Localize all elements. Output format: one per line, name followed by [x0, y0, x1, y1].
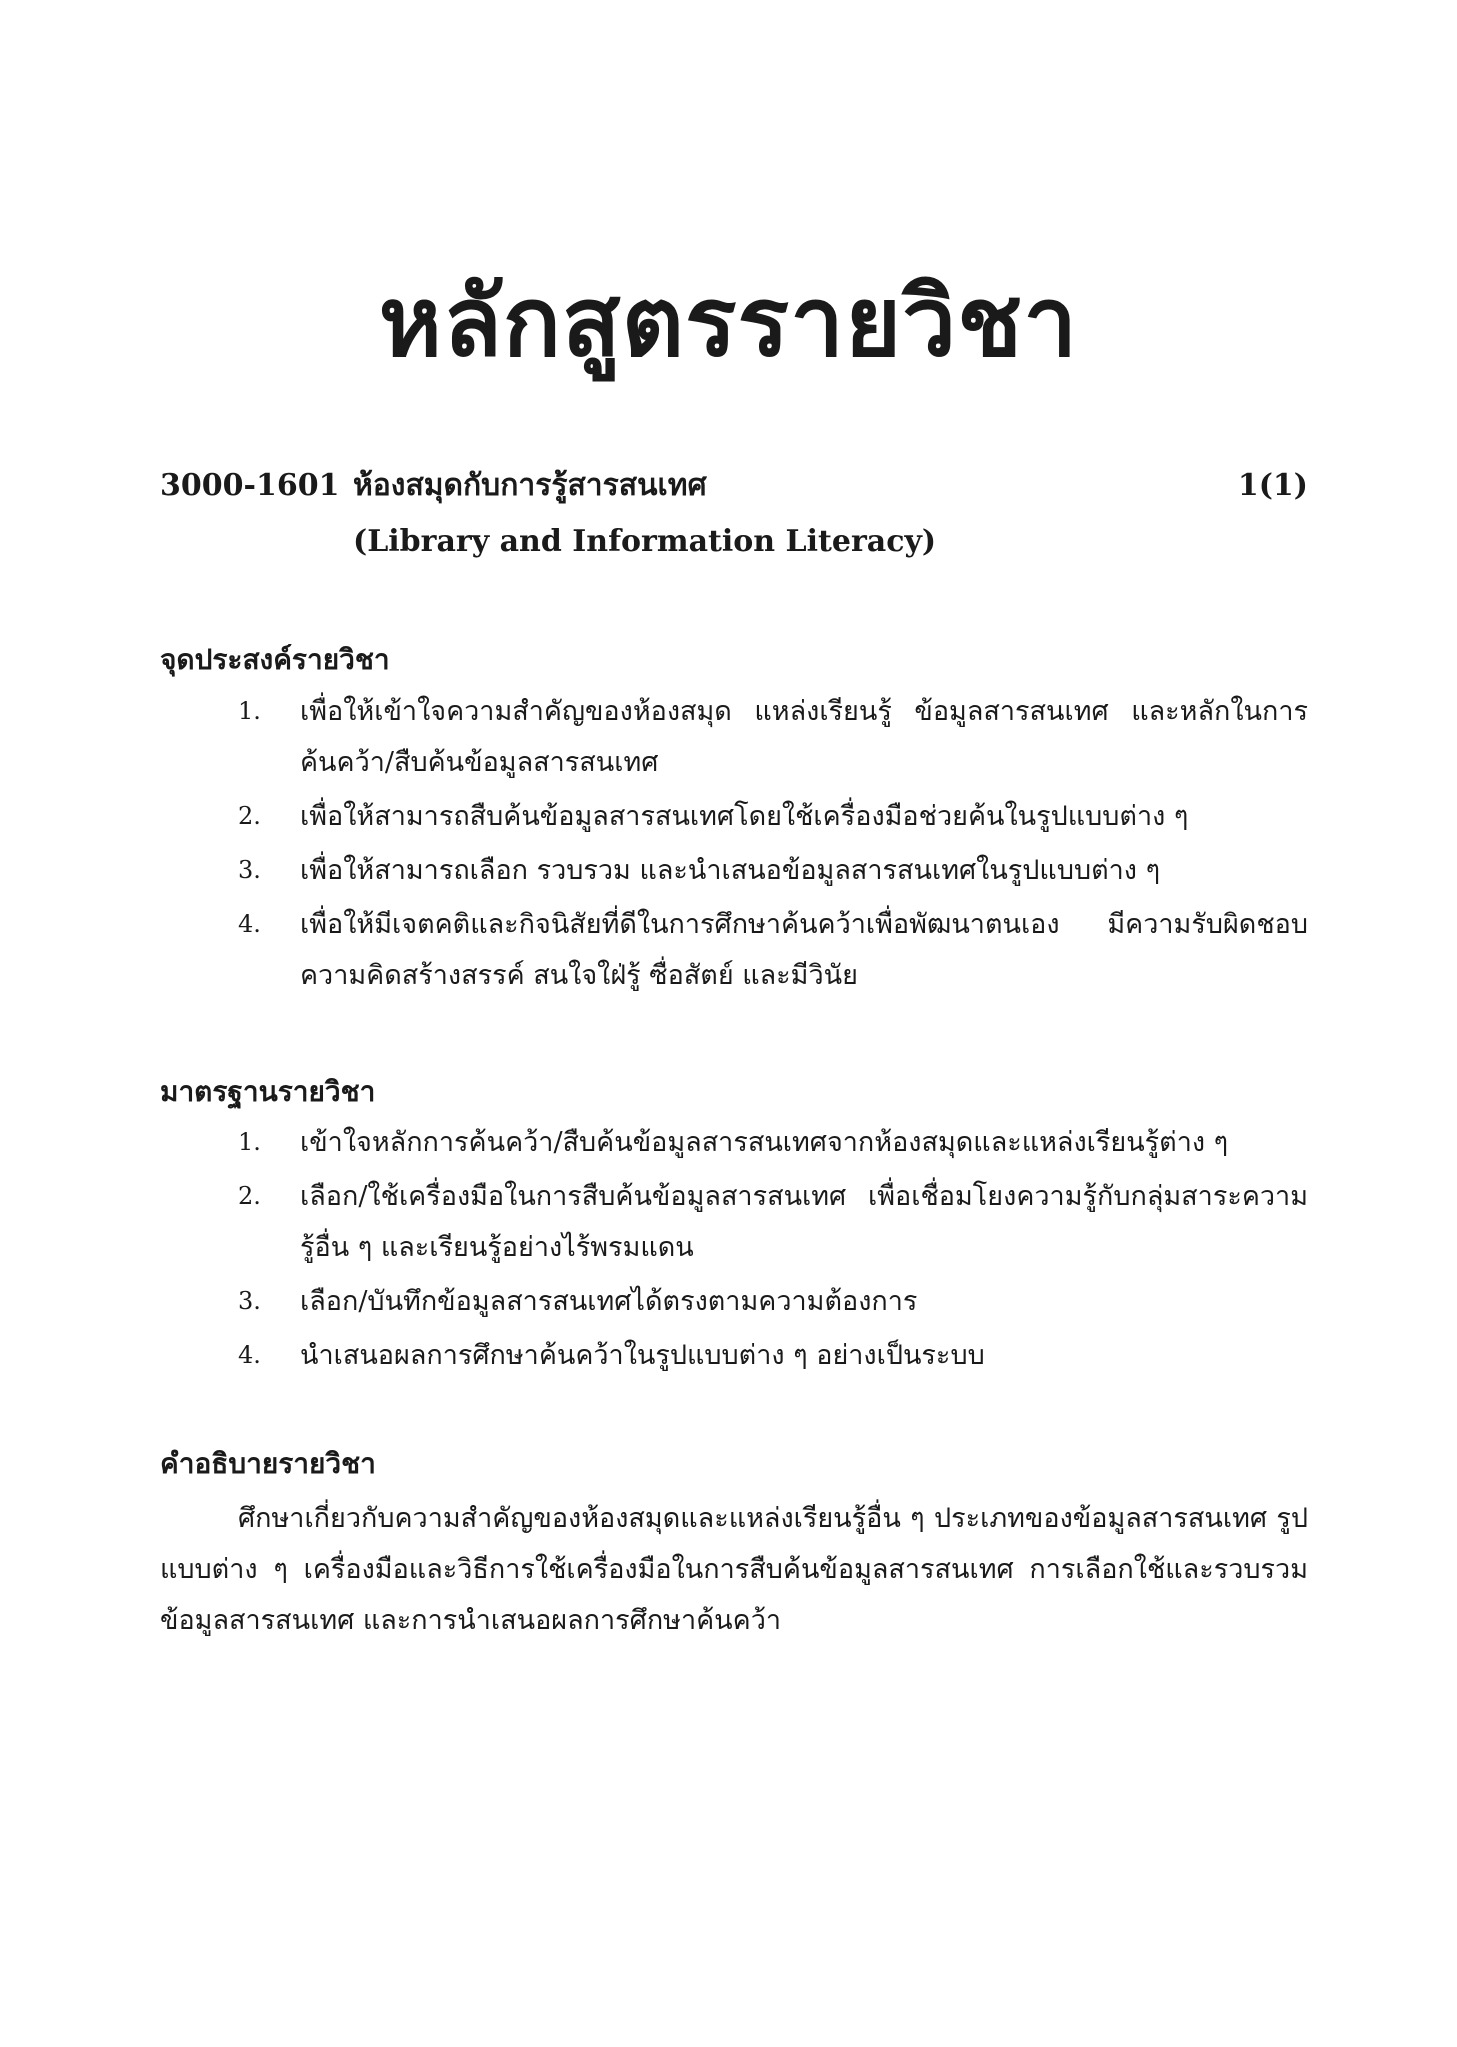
list-number: 1.: [238, 697, 261, 725]
list-number: 4.: [238, 910, 261, 938]
objective-item: [160, 899, 1308, 1001]
course-header: [160, 462, 1308, 510]
objectives-list: [160, 686, 1308, 1004]
list-number: 2.: [238, 802, 261, 830]
page-title: หลักสูตรรายวิชา: [378, 266, 1079, 378]
objectives-heading: จุดประสงค์รายวิชา: [160, 643, 390, 676]
list-text: เข้าใจหลักการค้นคว้า/สืบค้นข้อมูลสารสนเทศจากห้องสมุดและแหล่งเรียนรู้ต่าง ๆ: [300, 1127, 1229, 1158]
standard-item: [160, 1330, 1308, 1381]
list-number: 1.: [238, 1128, 261, 1156]
description-heading: คำอธิบายรายวิชา: [160, 1447, 376, 1480]
list-text: เพื่อให้สามารถเลือก รวบรวม และนำเสนอข้อมูลสารสนเทศในรูปแบบต่าง ๆ: [300, 855, 1161, 886]
list-number: 3.: [238, 1287, 261, 1315]
standard-item: [160, 1276, 1308, 1327]
list-number: 2.: [238, 1182, 261, 1210]
list-text: เพื่อให้เข้าใจความสำคัญของห้องสมุด แหล่งเรียนรู้ ข้อมูลสารสนเทศ และหลักในการค้นคว้า/สืบค้นข้อมูลสารสนเทศ: [300, 696, 1308, 778]
course-name-english: (Library and Information Literacy): [353, 524, 937, 559]
standard-item: [160, 1117, 1308, 1168]
list-number: 4.: [238, 1341, 261, 1369]
list-text: เพื่อให้สามารถสืบค้นข้อมูลสารสนเทศโดยใช้เครื่องมือช่วยค้นในรูปแบบต่าง ๆ: [300, 801, 1189, 832]
course-code: 3000-1601: [160, 468, 340, 503]
objective-item: [160, 686, 1308, 788]
standards-heading: มาตรฐานรายวิชา: [160, 1075, 376, 1108]
list-text: เลือก/ใช้เครื่องมือในการสืบค้นข้อมูลสารสนเทศ เพื่อเชื่อมโยงความรู้กับกลุ่มสาระความรู้อื่น ๆ และเรียนรู้อย่างไร้พรมแดน: [300, 1181, 1308, 1263]
list-number: 3.: [238, 856, 261, 884]
course-name-thai: ห้องสมุดกับการรู้สารสนเทศ: [353, 468, 707, 503]
objective-item: [160, 791, 1308, 842]
course-credits: 1(1): [1237, 468, 1308, 503]
list-text: เลือก/บันทึกข้อมูลสารสนเทศได้ตรงตามความต้องการ: [300, 1286, 918, 1317]
standards-list: [160, 1117, 1308, 1384]
list-text: นำเสนอผลการศึกษาค้นคว้าในรูปแบบต่าง ๆ อย่างเป็นระบบ: [300, 1340, 985, 1371]
standard-item: [160, 1171, 1308, 1273]
description-text: ศึกษาเกี่ยวกับความสำคัญของห้องสมุดและแหล่งเรียนรู้อื่น ๆ ประเภทของข้อมูลสารสนเทศ รูปแบบต่าง ๆ เครื่องมือและวิธีการใช้เครื่องมือในการสืบค้นข้อมูลสารสนเทศ การเลือกใช้และรวบรวมข้อมูลสารสนเทศ และการนำเสนอผลการศึกษาค้นคว้า: [160, 1503, 1308, 1636]
objective-item: [160, 845, 1308, 896]
list-text: เพื่อให้มีเจตคติและกิจนิสัยที่ดีในการศึกษาค้นคว้าเพื่อพัฒนาตนเอง มีความรับผิดชอบ ความคิดสร้างสรรค์ สนใจใฝ่รู้ ซื่อสัตย์ และมีวินัย: [300, 909, 1308, 991]
